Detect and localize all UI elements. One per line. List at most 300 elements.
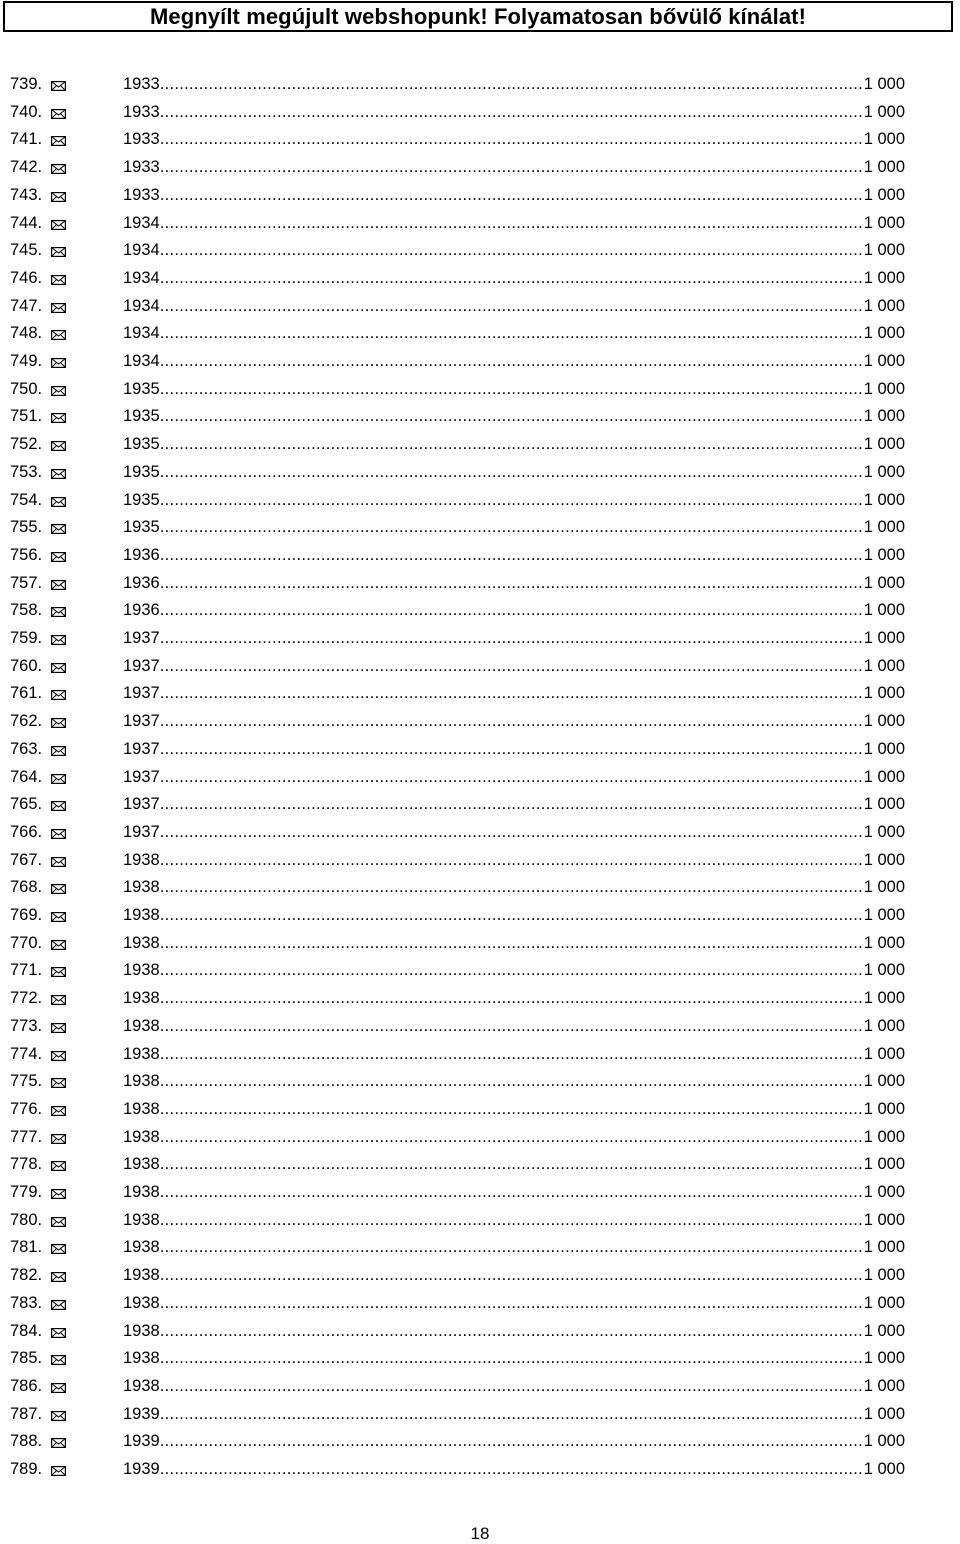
item-entry: [123, 459, 905, 487]
item-number: 760.: [10, 656, 43, 675]
item-entry: [123, 736, 905, 764]
item-price: 1 000: [863, 1127, 905, 1146]
item-entry: [123, 1179, 905, 1207]
list-item: [0, 154, 960, 182]
envelope-icon: [51, 1383, 66, 1393]
list-item: [0, 874, 960, 902]
item-entry: [123, 1013, 905, 1041]
envelope-icon: [51, 912, 66, 922]
envelope-icon: [51, 81, 66, 91]
dot-leader: [160, 1290, 864, 1318]
envelope-icon: [51, 136, 66, 146]
envelope-icon: [51, 192, 66, 202]
item-year: 1939: [123, 1460, 160, 1478]
item-entry: [123, 625, 905, 653]
dot-leader: [160, 71, 864, 99]
item-price: 1 000: [863, 1210, 905, 1229]
item-price: 1 000: [863, 1349, 905, 1368]
item-year: 1938: [123, 1072, 160, 1091]
list-item: [0, 293, 960, 321]
item-number: 787.: [10, 1404, 43, 1423]
envelope-icon: [51, 247, 66, 257]
item-year: 1938: [123, 1210, 160, 1229]
item-entry: [123, 265, 905, 293]
item-price: 1 000: [863, 352, 905, 370]
item-year: 1937: [123, 822, 160, 841]
item-year: 1938: [123, 1127, 160, 1146]
envelope-icon: [51, 358, 66, 368]
item-year: 1939: [123, 1404, 160, 1423]
item-year: 1938: [123, 1321, 160, 1340]
list-item: [0, 1401, 960, 1429]
list-item: [0, 1262, 960, 1290]
list-item: [0, 431, 960, 459]
list-item: [0, 182, 960, 210]
item-number: 740.: [10, 102, 43, 121]
item-price: 1 000: [863, 518, 905, 537]
list-item: [0, 819, 960, 847]
item-number: 749.: [10, 352, 43, 370]
list-item: [0, 1456, 960, 1484]
envelope-icon: [51, 690, 66, 700]
item-year: 1935: [123, 462, 160, 481]
item-price: 1 000: [863, 1432, 905, 1451]
item-price: 1 000: [863, 130, 905, 149]
item-number: 745.: [10, 241, 43, 260]
item-entry: [123, 1401, 905, 1429]
item-number: 748.: [10, 324, 43, 343]
list-item: [0, 1318, 960, 1346]
item-price: 1 000: [863, 739, 905, 758]
dot-leader: [160, 1234, 864, 1262]
envelope-icon: [51, 1134, 66, 1144]
dot-leader: [160, 874, 864, 902]
list-item: [0, 847, 960, 875]
list-item: [0, 459, 960, 487]
item-number: 742.: [10, 158, 43, 177]
item-number: 782.: [10, 1266, 43, 1285]
list-item: [0, 957, 960, 985]
envelope-icon: [51, 109, 66, 119]
item-price: 1 000: [863, 1321, 905, 1340]
item-entry: [123, 1207, 905, 1235]
item-price: 1 000: [863, 1072, 905, 1091]
list-item: [0, 1151, 960, 1179]
item-year: 1933: [123, 75, 160, 93]
item-entry: [123, 320, 905, 348]
item-number: 743.: [10, 185, 43, 204]
item-entry: [123, 403, 905, 431]
item-price: 1 000: [863, 767, 905, 786]
item-year: 1935: [123, 379, 160, 398]
dot-leader: [160, 237, 864, 265]
item-price: 1 000: [863, 989, 905, 1008]
item-number: 779.: [10, 1183, 43, 1201]
list-item: [0, 126, 960, 154]
item-year: 1938: [123, 933, 160, 952]
envelope-icon: [51, 580, 66, 590]
dot-leader: [160, 902, 864, 930]
envelope-icon: [51, 1189, 66, 1199]
envelope-icon: [51, 386, 66, 396]
item-year: 1937: [123, 767, 160, 786]
envelope-icon: [51, 774, 66, 784]
item-number: 765.: [10, 795, 43, 814]
item-number: 772.: [10, 989, 43, 1008]
item-year: 1936: [123, 573, 160, 592]
item-number: 767.: [10, 850, 43, 869]
item-price: 1 000: [863, 1238, 905, 1257]
item-entry: [123, 847, 905, 875]
list-item: [0, 625, 960, 653]
item-number: 739.: [10, 75, 43, 93]
item-number: 758.: [10, 601, 43, 620]
list-item: [0, 487, 960, 515]
list-item: [0, 1124, 960, 1152]
item-year: 1938: [123, 1155, 160, 1174]
item-price: 1 000: [863, 1404, 905, 1423]
item-number: 752.: [10, 435, 43, 454]
envelope-icon: [51, 663, 66, 673]
list-item: [0, 542, 960, 570]
envelope-icon: [51, 801, 66, 811]
envelope-icon: [51, 469, 66, 479]
item-entry: [123, 348, 905, 376]
dot-leader: [160, 653, 864, 681]
dot-leader: [160, 542, 864, 570]
item-price: 1 000: [863, 822, 905, 841]
item-number: 750.: [10, 379, 43, 398]
item-number: 775.: [10, 1072, 43, 1091]
list-item: [0, 570, 960, 598]
item-price: 1 000: [863, 1183, 905, 1201]
item-number: 770.: [10, 933, 43, 952]
item-year: 1938: [123, 1376, 160, 1395]
item-number: 751.: [10, 407, 43, 426]
dot-leader: [160, 1013, 864, 1041]
dot-leader: [160, 1262, 864, 1290]
item-year: 1938: [123, 989, 160, 1008]
item-number: 778.: [10, 1155, 43, 1174]
item-price: 1 000: [863, 1266, 905, 1285]
list-item: [0, 1207, 960, 1235]
envelope-icon: [51, 1328, 66, 1338]
item-price: 1 000: [863, 407, 905, 426]
item-entry: [123, 542, 905, 570]
item-entry: [123, 1041, 905, 1069]
dot-leader: [160, 182, 864, 210]
item-year: 1938: [123, 1016, 160, 1035]
envelope-icon: [51, 995, 66, 1005]
envelope-icon: [51, 1161, 66, 1171]
list-item: [0, 1068, 960, 1096]
item-entry: [123, 487, 905, 515]
item-price: 1 000: [863, 75, 905, 93]
item-entry: [123, 376, 905, 404]
item-number: 773.: [10, 1016, 43, 1035]
item-price: 1 000: [863, 462, 905, 481]
dot-leader: [160, 265, 864, 293]
item-entry: [123, 985, 905, 1013]
dot-leader: [160, 985, 864, 1013]
list-item: [0, 1041, 960, 1069]
item-year: 1935: [123, 490, 160, 509]
item-number: 762.: [10, 712, 43, 731]
item-number: 747.: [10, 296, 43, 315]
item-entry: [123, 1428, 905, 1456]
item-entry: [123, 210, 905, 238]
item-number: 761.: [10, 684, 43, 703]
dot-leader: [160, 930, 864, 958]
item-price: 1 000: [863, 961, 905, 980]
page-header: [3, 1, 953, 32]
item-price: 1 000: [863, 601, 905, 620]
item-number: 766.: [10, 822, 43, 841]
item-number: 768.: [10, 878, 43, 897]
list-item: [0, 1373, 960, 1401]
item-entry: [123, 874, 905, 902]
item-entry: [123, 1124, 905, 1152]
item-entry: [123, 1318, 905, 1346]
item-price: 1 000: [863, 213, 905, 232]
list-item: [0, 265, 960, 293]
item-price: 1 000: [863, 629, 905, 647]
item-price: 1 000: [863, 324, 905, 343]
item-year: 1938: [123, 1266, 160, 1285]
item-entry: [123, 597, 905, 625]
item-year: 1933: [123, 130, 160, 149]
dot-leader: [160, 1068, 864, 1096]
item-entry: [123, 514, 905, 542]
dot-leader: [160, 1401, 864, 1429]
item-year: 1936: [123, 545, 160, 564]
item-entry: [123, 182, 905, 210]
list-item: [0, 514, 960, 542]
item-year: 1934: [123, 352, 160, 370]
list-item: [0, 680, 960, 708]
item-entry: [123, 1373, 905, 1401]
item-entry: [123, 1345, 905, 1373]
dot-leader: [160, 736, 864, 764]
item-year: 1939: [123, 1432, 160, 1451]
dot-leader: [160, 764, 864, 792]
item-entry: [123, 1151, 905, 1179]
envelope-icon: [51, 1272, 66, 1282]
dot-leader: [160, 459, 864, 487]
dot-leader: [160, 791, 864, 819]
item-price: 1 000: [863, 712, 905, 731]
envelope-icon: [51, 164, 66, 174]
item-year: 1936: [123, 601, 160, 620]
item-year: 1937: [123, 629, 160, 647]
item-price: 1 000: [863, 379, 905, 398]
item-entry: [123, 126, 905, 154]
envelope-icon: [51, 1438, 66, 1448]
item-number: 780.: [10, 1210, 43, 1229]
dot-leader: [160, 1096, 864, 1124]
item-number: 771.: [10, 961, 43, 980]
envelope-icon: [51, 1411, 66, 1421]
item-entry: [123, 764, 905, 792]
envelope-icon: [51, 967, 66, 977]
dot-leader: [160, 1428, 864, 1456]
dot-leader: [160, 957, 864, 985]
item-number: 784.: [10, 1321, 43, 1340]
list-item: [0, 1234, 960, 1262]
item-entry: [123, 99, 905, 127]
envelope-icon: [51, 829, 66, 839]
list-item: [0, 1013, 960, 1041]
item-entry: [123, 1262, 905, 1290]
item-number: 783.: [10, 1293, 43, 1312]
item-entry: [123, 1068, 905, 1096]
dot-leader: [160, 1151, 864, 1179]
dot-leader: [160, 403, 864, 431]
envelope-icon: [51, 1466, 66, 1476]
envelope-icon: [51, 303, 66, 313]
envelope-icon: [51, 884, 66, 894]
item-entry: [123, 930, 905, 958]
item-price: 1 000: [863, 296, 905, 315]
dot-leader: [160, 154, 864, 182]
list-item: [0, 1345, 960, 1373]
item-price: 1 000: [863, 545, 905, 564]
dot-leader: [160, 1207, 864, 1235]
item-price: 1 000: [863, 185, 905, 204]
item-entry: [123, 293, 905, 321]
item-price: 1 000: [863, 490, 905, 509]
item-year: 1933: [123, 185, 160, 204]
envelope-icon: [51, 330, 66, 340]
dot-leader: [160, 1373, 864, 1401]
item-number: 774.: [10, 1044, 43, 1063]
item-number: 763.: [10, 739, 43, 758]
envelope-icon: [51, 1300, 66, 1310]
envelope-icon: [51, 497, 66, 507]
dot-leader: [160, 1041, 864, 1069]
item-year: 1934: [123, 213, 160, 232]
envelope-icon: [51, 220, 66, 230]
envelope-icon: [51, 413, 66, 423]
item-year: 1937: [123, 656, 160, 675]
envelope-icon: [51, 1355, 66, 1365]
item-year: 1935: [123, 518, 160, 537]
item-year: 1934: [123, 268, 160, 287]
item-price: 1 000: [863, 573, 905, 592]
envelope-icon: [51, 1217, 66, 1227]
item-price: 1 000: [863, 850, 905, 869]
item-price: 1 000: [863, 795, 905, 814]
dot-leader: [160, 126, 864, 154]
dot-leader: [160, 819, 864, 847]
item-year: 1934: [123, 296, 160, 315]
dot-leader: [160, 597, 864, 625]
dot-leader: [160, 376, 864, 404]
list-item: [0, 1179, 960, 1207]
item-price: 1 000: [863, 1044, 905, 1063]
item-number: 741.: [10, 130, 43, 149]
list-item: [0, 902, 960, 930]
item-year: 1933: [123, 102, 160, 121]
item-year: 1938: [123, 1183, 160, 1201]
item-year: 1938: [123, 1349, 160, 1368]
envelope-icon: [51, 1023, 66, 1033]
item-year: 1938: [123, 1293, 160, 1312]
item-number: 781.: [10, 1238, 43, 1257]
item-price: 1 000: [863, 1293, 905, 1312]
list-item: [0, 71, 960, 99]
item-year: 1937: [123, 739, 160, 758]
item-price: 1 000: [863, 435, 905, 454]
item-number: 744.: [10, 213, 43, 232]
envelope-icon: [51, 940, 66, 950]
item-number: 756.: [10, 545, 43, 564]
list-item: [0, 376, 960, 404]
item-year: 1938: [123, 906, 160, 924]
dot-leader: [160, 348, 864, 376]
item-number: 776.: [10, 1099, 43, 1118]
list-item: [0, 348, 960, 376]
item-price: 1 000: [863, 1460, 905, 1478]
item-year: 1938: [123, 1044, 160, 1063]
envelope-icon: [51, 1078, 66, 1088]
item-year: 1934: [123, 241, 160, 260]
item-year: 1935: [123, 407, 160, 426]
item-year: 1933: [123, 158, 160, 177]
dot-leader: [160, 1179, 864, 1207]
item-year: 1937: [123, 684, 160, 703]
envelope-icon: [51, 524, 66, 534]
dot-leader: [160, 847, 864, 875]
dot-leader: [160, 625, 864, 653]
dot-leader: [160, 1124, 864, 1152]
dot-leader: [160, 680, 864, 708]
item-price: 1 000: [863, 906, 905, 924]
page-number: 18: [470, 1524, 490, 1543]
item-entry: [123, 570, 905, 598]
item-year: 1938: [123, 1099, 160, 1118]
dot-leader: [160, 293, 864, 321]
dot-leader: [160, 1345, 864, 1373]
item-entry: [123, 1290, 905, 1318]
item-entry: [123, 957, 905, 985]
envelope-icon: [51, 275, 66, 285]
item-year: 1938: [123, 961, 160, 980]
item-year: 1934: [123, 324, 160, 343]
list-item: [0, 764, 960, 792]
item-number: 753.: [10, 462, 43, 481]
envelope-icon: [51, 441, 66, 451]
envelope-icon: [51, 718, 66, 728]
item-year: 1938: [123, 878, 160, 897]
envelope-icon: [51, 1106, 66, 1116]
item-entry: [123, 680, 905, 708]
item-price: 1 000: [863, 1376, 905, 1395]
item-price: 1 000: [863, 158, 905, 177]
item-entry: [123, 431, 905, 459]
item-entry: [123, 902, 905, 930]
item-price: 1 000: [863, 268, 905, 287]
dot-leader: [160, 210, 864, 238]
item-entry: [123, 1096, 905, 1124]
item-number: 789.: [10, 1460, 43, 1478]
envelope-icon: [51, 552, 66, 562]
item-entry: [123, 819, 905, 847]
list-item: [0, 930, 960, 958]
item-number: 788.: [10, 1432, 43, 1451]
item-entry: [123, 237, 905, 265]
item-year: 1938: [123, 850, 160, 869]
